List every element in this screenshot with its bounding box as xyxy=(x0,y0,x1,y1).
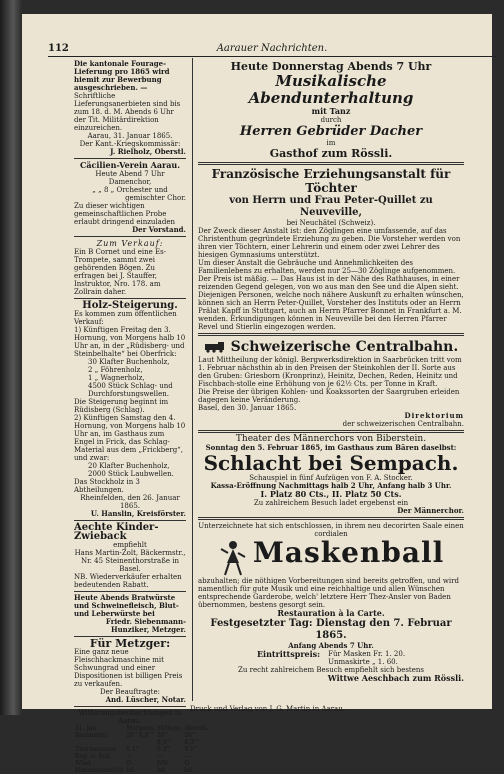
weather-cell: 0 1° xyxy=(184,746,197,753)
weather-cell: bd. xyxy=(126,767,136,774)
concert-venue: Gasthof zum Rössli. xyxy=(269,147,393,160)
theater-author: Schauspiel in fünf Aufzügen von F. A. Stocker. xyxy=(249,474,413,482)
table-row xyxy=(74,760,210,767)
weather-cell: 26'' 8,3''' xyxy=(184,732,199,746)
page-number: 112 xyxy=(48,43,69,54)
theater-prices: I. Platz 80 Cts., II. Platz 50 Cts. xyxy=(260,489,402,499)
train-icon xyxy=(204,341,226,353)
weather-cell: NW xyxy=(157,760,169,767)
fourage-signature: J. Rielholz, Oberstl. xyxy=(110,147,186,156)
zwieback-ad xyxy=(74,523,186,589)
weather-cell: Barometer xyxy=(75,732,108,739)
ball-ad xyxy=(198,522,464,683)
weather-cell: Himmelsansicht xyxy=(75,767,125,774)
ball-price-unmasked: Unmaskirte „ 1. 60. xyxy=(328,657,398,666)
theater-times: Kassa-Eröffnung Nachmittags halb 2 Uhr, Anfang halb 3 Uhr. xyxy=(210,481,452,490)
holz-line: 4500 Stück Schlag- und Durchforstungswellen. xyxy=(88,382,173,398)
weather-title: Witterungsbeobachtungen in Aarau. xyxy=(78,709,182,725)
weather-cell: Wind xyxy=(75,760,91,767)
caecilien-line2: „ „ 8 „ Orchester und xyxy=(92,186,168,194)
weather-col-header: Morgens. xyxy=(126,725,156,732)
concert-line6: im xyxy=(326,139,336,147)
holz-note: Die Steigerung beginnt im Rüdisberg (Schlag). xyxy=(74,398,169,414)
holz-line: 20 Klafter Buchenholz, xyxy=(88,462,170,470)
ball-start: Anfang Abends 7 Uhr. xyxy=(288,640,374,650)
school-title: Französische Erziehungsanstalt für Töchter xyxy=(211,167,451,195)
ball-title: Maskenball xyxy=(252,536,445,569)
metzger-sig-title: Der Beauftragte: xyxy=(99,688,160,696)
ball-price-masks: Für Masken Fr. 1. 20. xyxy=(328,649,406,658)
verkauf-title: Zum Verkauf: xyxy=(96,239,164,248)
holz-line: 2000 Stück Laubwellen. xyxy=(88,470,174,478)
concert-title: Musikalische Abendunterhaltung xyxy=(248,72,414,107)
metzger-title: Für Metzger: xyxy=(89,637,171,650)
holz-line: 1 „ Wagnerholz, xyxy=(88,374,145,382)
railway-ad xyxy=(198,338,464,428)
school-text3: Diejenigen Personen, welche noch nähere Auskunft zu erhalten wünschen, können sich an Herrn Peter-Quillet, Vorsteher des Instituts oder an Herrn Prälat Kapff in Stuttgart, auch an Herrn Pfarrer Bonnet in Frankfurt a. M. wenden. Erkundigungen können in Neuveville bei den Herren Pfarrer Revel und Stierlin eingezogen werden. xyxy=(198,291,464,331)
ball-restauration: Restauration à la Carte. xyxy=(277,607,385,618)
caecilien-line1: Heute Abend 7 Uhr Damenchor, xyxy=(95,170,165,186)
weather-table xyxy=(74,725,210,774)
fourage-sig-title: Der Kant.-Kriegskommissär: xyxy=(79,140,181,148)
weather-table-block xyxy=(74,709,209,774)
theater-ad xyxy=(198,435,464,515)
holz-date: Rheinfelden, den 26. Januar 1865. xyxy=(80,494,180,510)
table-row xyxy=(74,767,210,774)
holz-signature: U. Hanslin, Kreisförster. xyxy=(90,509,186,518)
weather-cell: Reg. u. Sch. xyxy=(75,753,112,760)
railway-title: Schweizerische Centralbahn. xyxy=(230,339,459,355)
school-text2: Um dieser Anstalt die Gebräuche und Annehmlichkeiten des Familienlebens zu erhalten, werden nur 25—30 Zöglinge aufgenommen. Der Preis ist mäßig. — Das Haus ist in der Nähe des Rathhauses, in einer reizenden Gegend gelegen, von wo aus man den See und die Alpen sieht. xyxy=(198,259,460,291)
header-rule xyxy=(48,56,496,57)
fourage-intro: Die kantonale Fourage-Lieferung pro 1865 wird hiemit zur Bewerbung ausgeschrieben. — xyxy=(74,59,170,92)
right-column xyxy=(198,60,464,683)
ball-intro: Unterzeichnete hat sich entschlossen, in ihrem neu decorirten Saale einen cordialen xyxy=(198,522,464,538)
bratwurst-text: Heute Abends Bratwürste und Schweinefleisch, Blut- und Leberwürste bei xyxy=(74,593,179,618)
weather-col-header: Abends. xyxy=(184,725,209,732)
ball-price-label: Eintrittspreis: xyxy=(256,648,321,659)
railway-text: Laut Mittheilung der königl. Bergwerksdirektion in Saarbrücken tritt vom 1. Februar nächsthin ab in den Preisen der Steinkohlen der II. Sorte aus den Gruben: Griesborn (Kronprinz), Heinitz, Dechen, Reden, Heinitz und Fischbach-stolle eine Erhöhung von je 62½ Cts. per Tonne in Kraft. xyxy=(198,356,462,388)
holz-intro: Es kommen zum öffentlichen Verkauf: xyxy=(74,310,177,326)
fourage-date: Aarau, 31. Januar 1865. xyxy=(87,132,173,140)
ball-title-row xyxy=(198,538,464,577)
ball-prices xyxy=(198,650,464,666)
weather-cell: bd. xyxy=(184,767,194,774)
railway-sig-title: Direktorium xyxy=(404,411,464,420)
weather-col-header: Mittags. xyxy=(157,725,183,732)
concert-line4: durch xyxy=(320,116,342,124)
weather-cell: 26'' 8,4''' xyxy=(157,732,172,746)
zwieback-text: Hans Martin-Zolt, Bäckermstr., Nr. 45 Steinenthorstraße in Basel. xyxy=(74,549,186,573)
weather-cell: 0 3° xyxy=(157,746,170,753)
weather-cell: 26'' 8,8''' xyxy=(126,732,154,739)
zwieback-sub: empfiehlt xyxy=(113,541,147,549)
holz-item2: 2) Künftigen Samstag den 4. Hornung, von Morgens halb 10 Uhr an, im Gasthaus zum Engel in Frick, das Schlag-Material aus dem „Frickberg“, und zwar: xyxy=(74,414,186,462)
bratwurst-ad xyxy=(74,594,186,634)
weather-col-header: 31. Jan. xyxy=(75,725,99,732)
concert-performers: Herren Gebrüder Dacher xyxy=(239,124,423,139)
table-row xyxy=(74,732,210,746)
metzger-signature: And. Lüscher, Notar. xyxy=(105,695,186,704)
school-text1: Der Zweck dieser Anstalt ist: den Zöglingen eine umfassende, auf das Christenthum gegründete Erziehung zu geben. Die Vorsteher werden von ihren vier Töchtern, einer Lehrerin und einem oder zwei Lehrer des hiesigen Gymnasiums unterstützt. xyxy=(198,227,461,259)
metzger-text: Eine ganz neue Fleischhackmaschine mit Schwungrad und einer Dispositionen ist billigen Preis zu verkaufen. xyxy=(74,648,183,688)
fourage-text: Schriftliche Lieferungsanerbieten sind bis zum 18. d. M. Abends 6 Uhr der Tit. Militärdirektion einzureichen. xyxy=(74,92,181,132)
ball-invite: Zu recht zahlreichem Besuch empfiehlt sich bestens xyxy=(238,665,424,674)
page-title: Aarauer Nachrichten. xyxy=(216,43,328,54)
theater-play: Schlacht bei Sempach. xyxy=(203,451,459,475)
caecilien-line3: gemischter Chor. xyxy=(125,194,186,202)
ball-date: Festgesetzter Tag: Dienstag den 7. Februar 1865. xyxy=(210,617,452,641)
weather-cell: O xyxy=(126,760,132,767)
caecilien-signature: Der Vorstand. xyxy=(132,225,186,234)
theater-title: Theater des Männerchors von Biberstein. xyxy=(235,434,427,444)
weather-cell: — xyxy=(126,753,133,760)
bratwurst-signature: Friedr. Siebenmann-Hunziker, Metzger. xyxy=(105,617,186,634)
column-rule xyxy=(192,58,193,701)
table-row xyxy=(74,746,210,753)
book-binding xyxy=(0,0,22,715)
verkauf-text: Ein B Cornet und eine Es-Trompete, sammt zwei gehörenden Bögen. Zu erfragen bei J. Stauffer, Instruktor, Nro. 178. am Zollrain daher. xyxy=(74,248,167,296)
zwieback-nb: NB. Wiederverkäufer erhalten bedeutenden Rabatt. xyxy=(74,573,182,589)
weather-cell: Thermometer xyxy=(75,746,117,753)
weather-cell: — xyxy=(184,753,191,760)
theater-invite: Zu zahlreichem Besuch ladet ergebenst ein xyxy=(253,499,409,507)
caecilien-title: Cäcilien-Verein Aarau. xyxy=(79,160,181,170)
zwieback-title: Aechte Kinder-Zwieback xyxy=(74,522,159,542)
school-location: bei Neuchâtel (Schweiz). xyxy=(286,219,376,227)
caecilien-ad xyxy=(74,161,186,234)
weather-cell: O xyxy=(184,760,190,767)
concert-line1: Heute Donnerstag Abends 7 Uhr xyxy=(230,60,432,73)
ball-signature: Wittwe Aeschbach zum Rössli. xyxy=(327,672,464,683)
left-column xyxy=(74,59,209,774)
metzger-ad xyxy=(74,639,186,704)
concert-ad xyxy=(198,60,464,160)
theater-signature: Der Männerchor. xyxy=(397,506,464,515)
holz-item1: 1) Künftigen Freitag den 3. Hornung, von Morgens halb 10 Uhr an, in der „Rüdisberg- und Steinbelhalte“ bei Oberfrick: xyxy=(74,326,186,358)
concert-line3: mit Tanz xyxy=(311,106,351,116)
railway-signature: der schweizerischen Centralbahn. xyxy=(342,420,464,428)
school-ad xyxy=(198,167,464,331)
table-row xyxy=(74,753,210,760)
verkauf-ad xyxy=(74,239,186,296)
holz-title: Holz-Steigerung. xyxy=(82,300,178,311)
holz-line: 30 Klafter Buchenholz, xyxy=(88,358,170,366)
caecilien-text: Zu dieser wichtigen gemeinschaftlichen Probe erlaubt dringend einzuladen xyxy=(74,202,175,226)
printer-footer: Druck und Verlag von J. G. Martin in Aarau. xyxy=(190,705,345,713)
holz-line: 2 „ Föhrenholz, xyxy=(88,366,143,374)
holz-stockholz: Das Stockholz in 3 Abtheilungen. xyxy=(74,478,140,494)
railway-text2: Die Preise der übrigen Kohlen- und Koakssorten der Saargruben erleiden dagegen keine Veränderung. xyxy=(198,388,460,404)
ball-text: abzuhalten; die nöthigen Vorbereitungen sind bereits getroffen, und wird namentlich für gute Musik und eine reichhaltige und allen Wünschen entsprechende Garderobe, welch' letztere Herr Thez-Ansler von Baden übernommen, bestens gesorgt sein. xyxy=(198,576,459,609)
weather-cell: 0 1° xyxy=(126,746,139,753)
weather-cell: bd. xyxy=(157,767,167,774)
holz-ad xyxy=(74,301,186,518)
jester-figure-icon xyxy=(218,539,248,577)
weather-cell: — xyxy=(157,753,164,760)
railway-title-row xyxy=(198,338,464,356)
page-header xyxy=(48,43,496,55)
fourage-ad xyxy=(74,60,186,156)
theater-date: Sonntag den 5. Februar 1865, im Gasthaus zum Bären daselbst: xyxy=(205,443,457,452)
school-subtitle: von Herrn und Frau Peter-Quillet zu Neuveville, xyxy=(229,195,433,218)
railway-date: Basel, den 30. Januar 1865. xyxy=(198,404,297,412)
